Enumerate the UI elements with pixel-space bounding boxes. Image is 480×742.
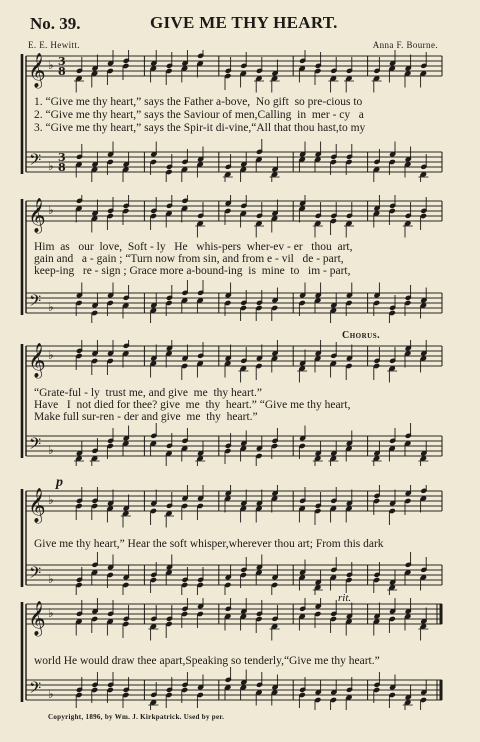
hymn-number: No. 39. — [30, 14, 81, 33]
flat-icon: ♭ — [48, 203, 54, 217]
composer-credit: Anna F. Bourne. — [372, 40, 438, 50]
lyric-line-4-1: Give me thy heart,” Hear the soft whisper,wherever thou art; From this dark — [34, 538, 384, 550]
svg-text:8: 8 — [58, 65, 66, 78]
lyric-line-1-2: 2. “Give me thy heart,” says the Saviour of men,Calling in mer - cy a — [34, 109, 364, 121]
treble-clef-icon: 𝄞 — [28, 198, 46, 233]
lyric-line-1-3: 3. “Give me thy heart,” says the Spir-it di-vine,“All that thou hast,to my — [34, 122, 366, 134]
copyright-footer: Copyright, 1896, by Wm. J. Kirkpatrick. Used by per. — [48, 713, 225, 721]
flat-icon: ♭ — [48, 58, 54, 72]
chorus-label: Chorus. — [342, 330, 381, 341]
bass-clef-icon: 𝄢 — [29, 151, 42, 173]
flat-icon: ♭ — [48, 687, 54, 701]
dynamic-piano: p — [56, 475, 63, 490]
svg-text:3: 3 — [58, 55, 66, 68]
bass-clef-icon: 𝄢 — [29, 292, 42, 314]
flat-icon: ♭ — [48, 159, 54, 173]
hymn-title: GIVE ME THY HEART. — [150, 13, 338, 32]
treble-clef-icon: 𝄞 — [28, 488, 46, 523]
lyric-line-2-1: Him as our love, Soft - ly He whis-pers wher-ev - er thou art, — [34, 241, 353, 253]
lyric-line-3-3: Make full sur-ren - der and give me thy heart.” — [34, 411, 258, 423]
music-system-5 — [0, 598, 480, 710]
lyric-line-3-1: “Grate-ful - ly trust me, and give me thy heart.” — [34, 387, 263, 399]
bass-clef-icon: 𝄢 — [29, 564, 42, 586]
flat-icon: ♭ — [48, 493, 54, 507]
flat-icon: ♭ — [48, 443, 54, 457]
lyric-line-2-2: gain and a - gain ; “Turn now from sin, and from e - vil de - part, — [34, 253, 344, 265]
lyric-line-2-3: keep-ing re - sign ; Grace more a-bound-ing is mine to im - part, — [34, 265, 351, 277]
treble-clef-icon: 𝄞 — [28, 601, 46, 636]
svg-text:8: 8 — [58, 161, 66, 174]
bass-clef-icon: 𝄢 — [29, 679, 42, 701]
lyric-line-5-1: world He would draw thee apart,Speaking so tenderly,“Give me thy heart.” — [34, 655, 380, 667]
lyric-line-1-1: 1. “Give me thy heart,” says the Father a-bove, No gift so pre-cious to — [34, 96, 363, 108]
ritardando-marking: rit. — [338, 592, 352, 604]
flat-icon: ♭ — [48, 300, 54, 314]
treble-clef-icon: 𝄞 — [28, 343, 46, 378]
note-heads — [75, 598, 428, 710]
treble-clef-icon: 𝄞 — [28, 53, 46, 88]
lyricist-credit: E. E. Hewitt. — [28, 40, 80, 50]
bass-clef-icon: 𝄢 — [29, 435, 42, 457]
flat-icon: ♭ — [48, 606, 54, 620]
flat-icon: ♭ — [48, 348, 54, 362]
lyric-line-3-2: Have I not died for thee? give me thy heart.” “Give me thy heart, — [34, 399, 351, 411]
flat-icon: ♭ — [48, 572, 54, 586]
svg-text:3: 3 — [58, 151, 66, 164]
